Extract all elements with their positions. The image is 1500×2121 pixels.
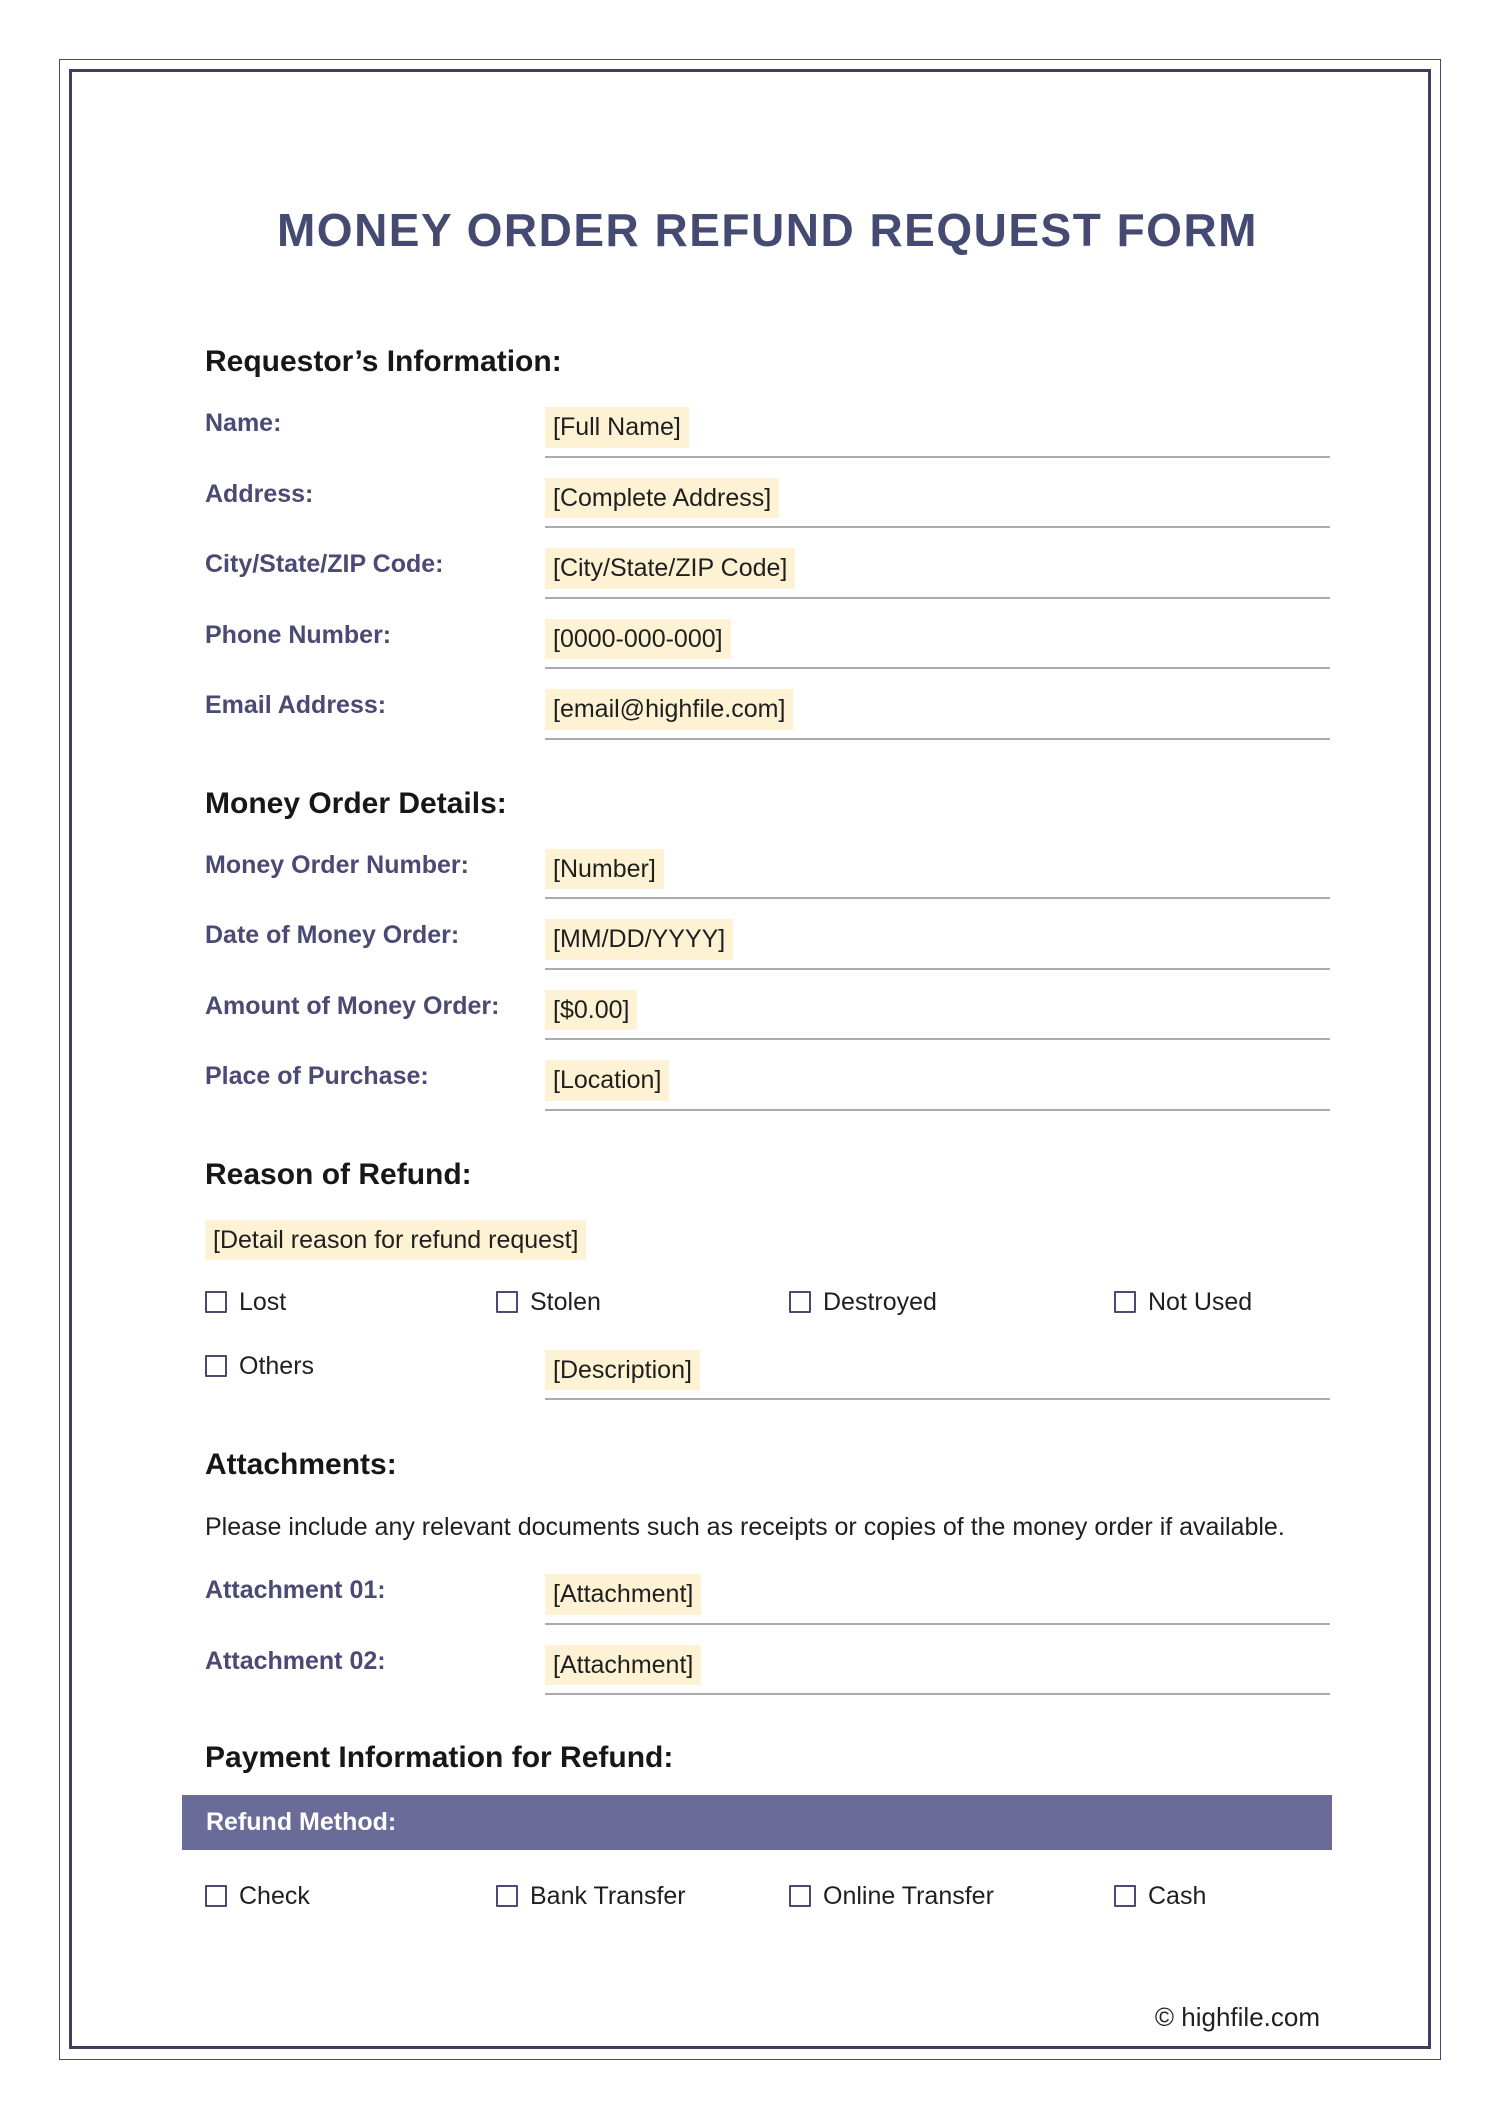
mo-amount-field[interactable] xyxy=(545,990,1330,1041)
payment-options-row xyxy=(205,1880,1330,1913)
mo-number-field[interactable] xyxy=(545,849,1330,900)
attachment-01-placeholder[interactable]: [Attachment] xyxy=(545,1574,701,1615)
field-row-mo-number xyxy=(205,849,1330,900)
refund-method-banner xyxy=(182,1795,1332,1850)
attachment-02-placeholder[interactable]: [Attachment] xyxy=(545,1645,701,1686)
copyright-footer: © highfile.com xyxy=(1154,2002,1320,2033)
field-row-attachment-02 xyxy=(205,1645,1330,1696)
others-label: Others xyxy=(239,1351,315,1380)
online-transfer-label: Online Transfer xyxy=(823,1882,994,1911)
phone-label: Phone Number: xyxy=(205,620,392,649)
mo-date-placeholder[interactable]: [MM/DD/YYYY] xyxy=(545,919,733,960)
requestor-section-heading: Requestor’s Information: xyxy=(205,345,562,379)
mo-number-label: Money Order Number: xyxy=(205,850,469,879)
reason-detail-row xyxy=(205,1220,1330,1261)
phone-placeholder[interactable]: [0000-000-000] xyxy=(545,619,731,660)
check-label: Check xyxy=(239,1882,310,1911)
reason-others-row xyxy=(205,1350,1330,1401)
name-placeholder[interactable]: [Full Name] xyxy=(545,407,689,448)
payment-option-cash[interactable] xyxy=(1114,1880,1206,1913)
email-placeholder[interactable]: [email@highfile.com] xyxy=(545,689,793,730)
email-label: Email Address: xyxy=(205,691,387,720)
field-row-name xyxy=(205,407,1330,458)
city-state-zip-label: City/State/ZIP Code: xyxy=(205,550,444,579)
city-state-zip-placeholder[interactable]: [City/State/ZIP Code] xyxy=(545,548,795,589)
reason-detail-field[interactable]: [Detail reason for refund request] xyxy=(205,1220,586,1261)
attachment-02-field[interactable] xyxy=(545,1645,1330,1696)
field-row-mo-place xyxy=(205,1060,1330,1111)
not-used-checkbox[interactable] xyxy=(1114,1291,1136,1313)
form-content xyxy=(205,0,1330,1913)
attachment-01-field[interactable] xyxy=(545,1574,1330,1625)
field-row-email xyxy=(205,689,1330,740)
cash-checkbox[interactable] xyxy=(1114,1885,1136,1907)
money-order-section-heading: Money Order Details: xyxy=(205,786,507,820)
reason-options-row xyxy=(205,1286,1330,1319)
address-label: Address: xyxy=(205,479,314,508)
check-checkbox[interactable] xyxy=(205,1885,227,1907)
online-transfer-checkbox[interactable] xyxy=(789,1885,811,1907)
refund-method-banner-label: Refund Method: xyxy=(206,1808,397,1837)
mo-place-placeholder[interactable]: [Location] xyxy=(545,1060,669,1101)
reason-option-others[interactable] xyxy=(205,1350,545,1383)
mo-place-field[interactable] xyxy=(545,1060,1330,1111)
address-placeholder[interactable]: [Complete Address] xyxy=(545,478,779,519)
reason-option-lost[interactable] xyxy=(205,1286,496,1319)
field-row-city-state-zip xyxy=(205,548,1330,599)
payment-option-bank-transfer[interactable] xyxy=(496,1880,789,1913)
attachment-01-label: Attachment 01: xyxy=(205,1576,386,1605)
payment-option-check[interactable] xyxy=(205,1880,496,1913)
payment-option-online-transfer[interactable] xyxy=(789,1880,1114,1913)
mo-date-label: Date of Money Order: xyxy=(205,921,460,950)
attachment-02-label: Attachment 02: xyxy=(205,1646,386,1675)
others-description-field[interactable] xyxy=(545,1350,1330,1401)
mo-amount-label: Amount of Money Order: xyxy=(205,991,500,1020)
reason-option-stolen[interactable] xyxy=(496,1286,789,1319)
mo-number-placeholder[interactable]: [Number] xyxy=(545,849,664,890)
field-row-address xyxy=(205,478,1330,529)
reason-option-not-used[interactable] xyxy=(1114,1286,1252,1319)
others-description-placeholder[interactable]: [Description] xyxy=(545,1350,700,1391)
attachments-note: Please include any relevant documents such as receipts or copies of the money order if available. xyxy=(205,1513,1285,1542)
lost-checkbox[interactable] xyxy=(205,1291,227,1313)
page-title: MONEY ORDER REFUND REQUEST FORM xyxy=(276,204,1259,256)
address-field[interactable] xyxy=(545,478,1330,529)
mo-place-label: Place of Purchase: xyxy=(205,1062,429,1091)
others-checkbox[interactable] xyxy=(205,1355,227,1377)
field-row-attachment-01 xyxy=(205,1574,1330,1625)
lost-label: Lost xyxy=(239,1288,287,1317)
bank-transfer-checkbox[interactable] xyxy=(496,1885,518,1907)
reason-section-heading: Reason of Refund: xyxy=(205,1157,472,1191)
attachments-section-heading: Attachments: xyxy=(205,1448,397,1482)
city-state-zip-field[interactable] xyxy=(545,548,1330,599)
cash-label: Cash xyxy=(1148,1882,1207,1911)
field-row-mo-date xyxy=(205,919,1330,970)
destroyed-checkbox[interactable] xyxy=(789,1291,811,1313)
email-field[interactable] xyxy=(545,689,1330,740)
destroyed-label: Destroyed xyxy=(823,1288,937,1317)
mo-date-field[interactable] xyxy=(545,919,1330,970)
name-field[interactable] xyxy=(545,407,1330,458)
mo-amount-placeholder[interactable]: [$0.00] xyxy=(545,990,637,1031)
field-row-mo-amount xyxy=(205,990,1330,1041)
bank-transfer-label: Bank Transfer xyxy=(530,1882,686,1911)
name-label: Name: xyxy=(205,409,282,438)
stolen-label: Stolen xyxy=(530,1288,601,1317)
phone-field[interactable] xyxy=(545,619,1330,670)
field-row-phone xyxy=(205,619,1330,670)
payment-section-heading: Payment Information for Refund: xyxy=(205,1741,674,1775)
stolen-checkbox[interactable] xyxy=(496,1291,518,1313)
not-used-label: Not Used xyxy=(1148,1288,1253,1317)
reason-option-destroyed[interactable] xyxy=(789,1286,1114,1319)
